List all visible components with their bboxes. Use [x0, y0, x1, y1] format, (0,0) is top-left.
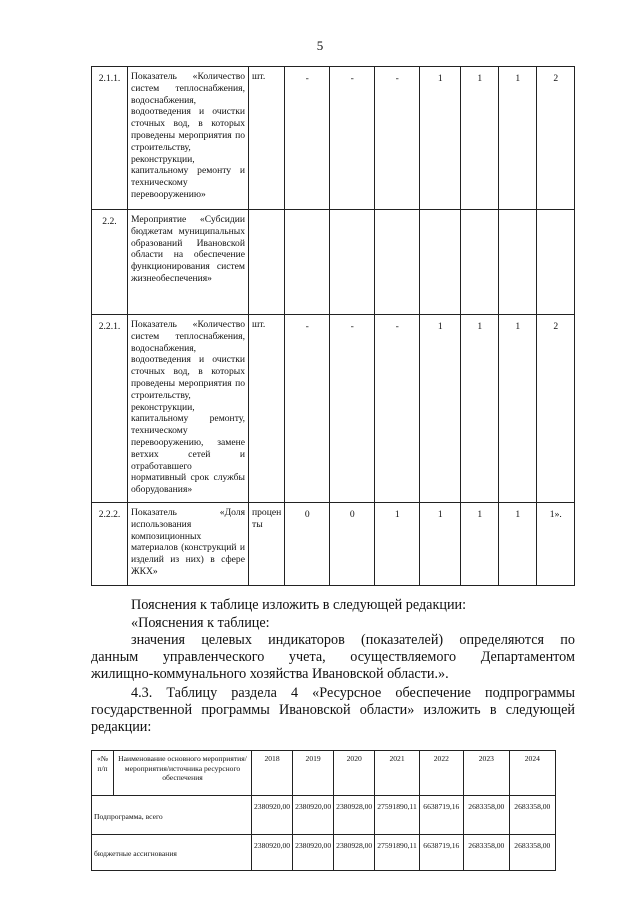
- row-value: 2: [537, 67, 575, 210]
- row-name: Мероприятие «Субсидии бюджетам муниципальных образований Ивановской области на обеспечение функционирования систем жизнеобеспечения»: [128, 210, 249, 315]
- row-value: [420, 210, 461, 315]
- row-value: -: [285, 67, 330, 210]
- table-row: [92, 503, 575, 586]
- paragraph: данным управленческого учета, осуществляемого Департаментом: [91, 649, 575, 665]
- row-number: 2.2.2.: [92, 503, 128, 586]
- resource-table: [91, 750, 556, 871]
- row-unit: процен ты: [249, 503, 285, 586]
- row-value: 2683358,00: [463, 835, 509, 871]
- header-year: 2023: [463, 751, 509, 796]
- row-value: 0: [330, 503, 375, 586]
- page-number: 5: [316, 38, 324, 53]
- row-value: 27591890,11: [375, 796, 420, 835]
- row-value: -: [330, 315, 375, 503]
- row-value: 2380928,00: [334, 835, 375, 871]
- header-year: 2024: [509, 751, 555, 796]
- row-value: 1: [461, 315, 499, 503]
- row-unit: шт.: [249, 315, 285, 503]
- row-value: [499, 210, 537, 315]
- row-value: 2683358,00: [509, 796, 555, 835]
- table-row: [92, 796, 556, 835]
- row-value: -: [285, 315, 330, 503]
- row-value: 2683358,00: [463, 796, 509, 835]
- row-value: 6638719,16: [419, 796, 463, 835]
- table-header-row: [92, 751, 556, 796]
- row-value: [461, 210, 499, 315]
- row-number: 2.2.: [92, 210, 128, 315]
- paragraph: жилищно-коммунального хозяйства Ивановской области.».: [91, 666, 449, 682]
- row-value: [537, 210, 575, 315]
- header-year: 2022: [419, 751, 463, 796]
- table-row: [92, 210, 575, 315]
- paragraph: «Пояснения к таблице:: [131, 615, 270, 631]
- header-year: 2021: [375, 751, 420, 796]
- row-value: -: [375, 67, 420, 210]
- row-name: Показатель «Количество систем теплоснабжения, водоснабжения, водоотведения и очистки сточных вод, в которых проведены мероприятия по строительству, реконструкции, капитальному ремонту, техническому перевооружению, замене ветхих сетей и отработавшего нормативный срок службы оборудования»: [128, 315, 249, 503]
- row-number: 2.2.1.: [92, 315, 128, 503]
- paragraph: Пояснения к таблице изложить в следующей редакции:: [131, 597, 467, 613]
- row-value: 1: [461, 503, 499, 586]
- row-value: 1: [499, 67, 537, 210]
- row-value: 1: [375, 503, 420, 586]
- row-name: Показатель «Количество систем теплоснабжения, водоснабжения, водоотведения и очистки сточных вод, в которых проведены мероприятия по строительству, реконструкции, капитальному ремонту и техническому перевооружению»: [128, 67, 249, 210]
- row-label: бюджетные ассигнования: [92, 835, 252, 871]
- header-name: Наименование основного мероприятия/мероприятия/источника ресурсного обеспечения: [114, 751, 252, 796]
- row-number: 2.1.1.: [92, 67, 128, 210]
- row-value: 1: [499, 315, 537, 503]
- row-value: 2: [537, 315, 575, 503]
- row-value: 0: [285, 503, 330, 586]
- row-value: 1: [499, 503, 537, 586]
- row-unit: шт.: [249, 67, 285, 210]
- row-unit: [249, 210, 285, 315]
- row-value: 2380920,00: [252, 835, 293, 871]
- header-num: «№ п/п: [92, 751, 114, 796]
- row-value: 2380920,00: [293, 835, 334, 871]
- row-value: [375, 210, 420, 315]
- row-value: 1: [420, 67, 461, 210]
- paragraph: 4.3. Таблицу раздела 4 «Ресурсное обеспечение подпрограммы: [131, 685, 575, 701]
- paragraph: значения целевых индикаторов (показателей) определяются по: [131, 632, 575, 648]
- row-value: 2683358,00: [509, 835, 555, 871]
- row-value: 1: [420, 315, 461, 503]
- row-value: 2380920,00: [252, 796, 293, 835]
- row-value: [285, 210, 330, 315]
- paragraph: государственной программы Ивановской области» изложить в следующей: [91, 702, 575, 718]
- header-year: 2018: [252, 751, 293, 796]
- row-value: 6638719,16: [419, 835, 463, 871]
- row-value: -: [330, 67, 375, 210]
- indicators-table: [91, 66, 575, 586]
- paragraph: редакции:: [91, 719, 152, 735]
- row-value: [330, 210, 375, 315]
- row-value: 2380920,00: [293, 796, 334, 835]
- table-row: [92, 67, 575, 210]
- row-label: Подпрограмма, всего: [92, 796, 252, 835]
- row-value: 1».: [537, 503, 575, 586]
- table-row: [92, 835, 556, 871]
- table-row: [92, 315, 575, 503]
- row-value: 27591890,11: [375, 835, 420, 871]
- header-year: 2020: [334, 751, 375, 796]
- row-value: 2380928,00: [334, 796, 375, 835]
- row-name: Показатель «Доля использования композиционных материалов (конструкций и изделий из них) в сфере ЖКХ»: [128, 503, 249, 586]
- row-value: 1: [420, 503, 461, 586]
- header-year: 2019: [293, 751, 334, 796]
- row-value: 1: [461, 67, 499, 210]
- row-value: -: [375, 315, 420, 503]
